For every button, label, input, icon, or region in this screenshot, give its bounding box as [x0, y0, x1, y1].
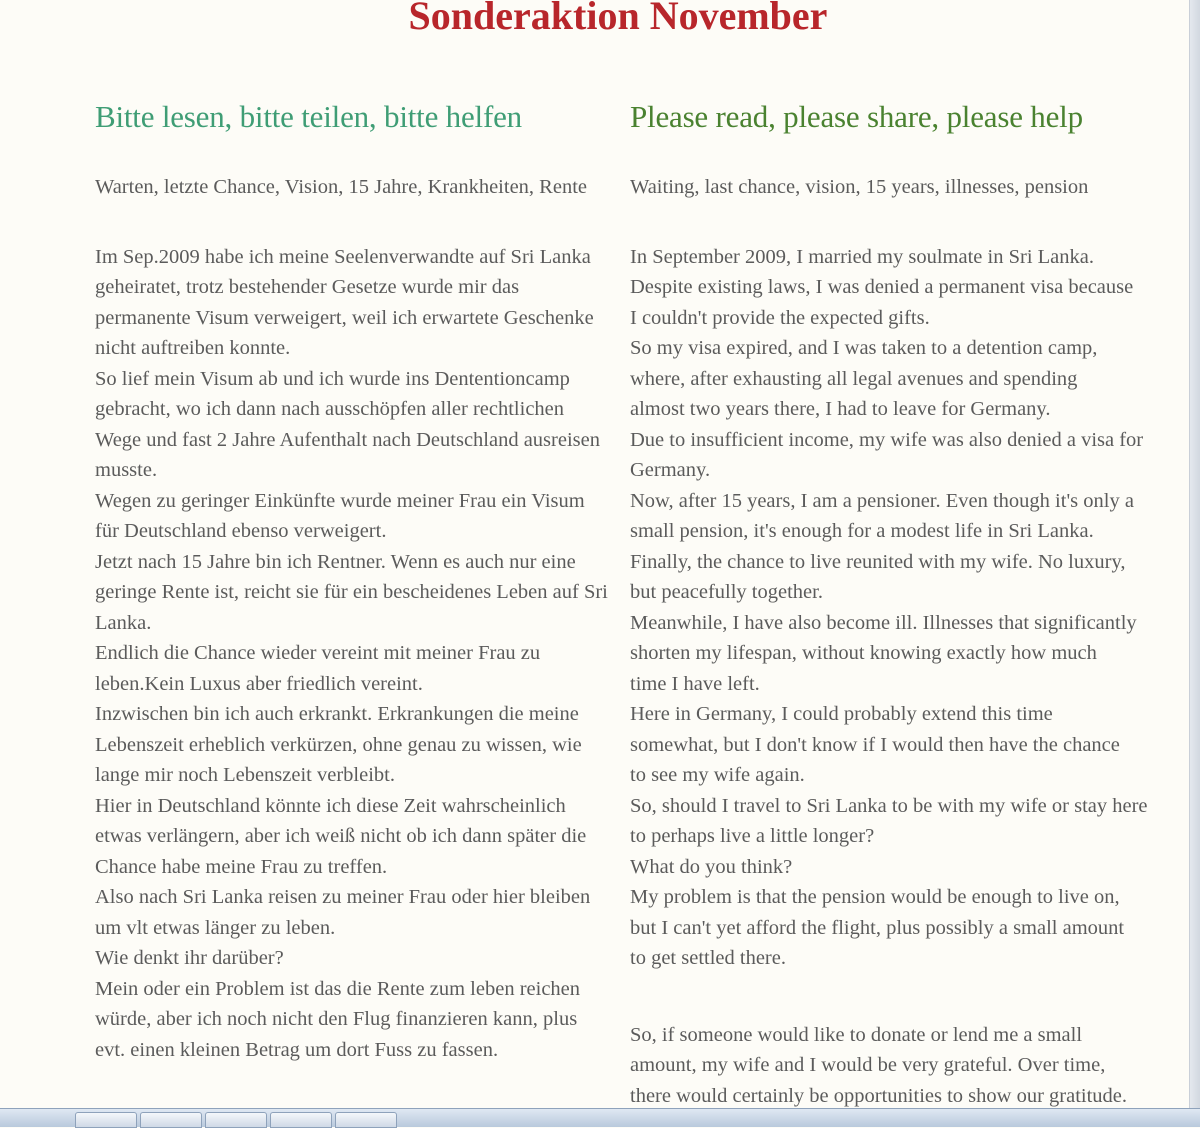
german-body-line: Lanka.	[95, 611, 152, 634]
english-body-line: Germany.	[630, 459, 711, 481]
german-body	[95, 242, 608, 1066]
german-body-line: nicht auftreiben konnte.	[95, 337, 291, 359]
english-body-line: I couldn't provide the expected gifts.	[630, 306, 930, 329]
german-body-line: Jetzt nach 15 Jahre bin ich Rentner. Wenn es auch nur eine	[95, 550, 576, 573]
german-body-line: um vlt etwas länger zu leben.	[95, 916, 336, 939]
german-body-line: So lief mein Visum ab und ich wurde ins Dententioncamp	[95, 367, 570, 390]
taskbar-button[interactable]	[205, 1112, 267, 1128]
german-body-line: lange mir noch Lebenszeit verbleibt.	[95, 764, 395, 786]
english-body-line: to perhaps live a little longer?	[630, 825, 875, 847]
german-tags: Warten, letzte Chance, Vision, 15 Jahre, Krankheiten, Rente	[95, 176, 587, 198]
german-body-line: Wie denkt ihr darüber?	[95, 947, 284, 969]
english-body-line: Despite existing laws, I was denied a permanent visa because	[630, 276, 1134, 298]
german-body-line: Lebenszeit erheblich verkürzen, ohne genau zu wissen, wie	[95, 733, 582, 756]
english-body-line: almost two years there, I had to leave for Germany.	[630, 398, 1051, 420]
english-body-line: So, should I travel to Sri Lanka to be with my wife or stay here	[630, 794, 1148, 817]
german-body-line: Wegen zu geringer Einkünfte wurde meiner Frau ein Visum	[95, 489, 585, 512]
english-closing-line: amount, my wife and I would be very grateful. Over time,	[630, 1054, 1106, 1076]
english-body-line: shorten my lifespan, without knowing exactly how much	[630, 642, 1097, 664]
taskbar-button[interactable]	[335, 1112, 397, 1128]
page-title: Sonderaktion November	[408, 0, 828, 38]
english-body-line: to get settled there.	[630, 947, 786, 969]
german-body-line: Hier in Deutschland könnte ich diese Zeit wahrscheinlich	[95, 794, 566, 817]
english-body-line: In September 2009, I married my soulmate in Sri Lanka.	[630, 245, 1094, 268]
english-body-line: Meanwhile, I have also become ill. Illnesses that significantly	[630, 611, 1137, 634]
taskbar-button[interactable]	[140, 1112, 202, 1128]
german-body-line: Mein oder ein Problem ist das die Rente zum leben reichen	[95, 977, 581, 1000]
english-body-line: Finally, the chance to live reunited with my wife. No luxury,	[630, 550, 1126, 573]
english-body-line: somewhat, but I don't know if I would then have the chance	[630, 733, 1120, 756]
german-body-line: Also nach Sri Lanka reisen zu meiner Frau oder hier bleiben	[95, 886, 591, 908]
taskbar	[0, 1108, 1200, 1127]
german-body-line: Inzwischen bin ich auch erkrankt. Erkrankungen die meine	[95, 703, 579, 725]
english-body-line: to see my wife again.	[630, 764, 805, 786]
german-body-line: Chance habe meine Frau zu treffen.	[95, 855, 388, 878]
english-body	[630, 242, 1150, 974]
english-body-line: My problem is that the pension would be enough to live on,	[630, 886, 1120, 908]
german-body-line: musste.	[95, 459, 158, 481]
german-body-line: leben.Kein Luxus aber friedlich vereint.	[95, 672, 423, 695]
german-column	[95, 96, 608, 1065]
english-body-line: small pension, it's enough for a modest life in Sri Lanka.	[630, 520, 1094, 542]
english-tags: Waiting, last chance, vision, 15 years, illnesses, pension	[630, 176, 1089, 198]
english-body-line: So my visa expired, and I was taken to a detention camp,	[630, 337, 1098, 359]
english-body-line: where, after exhausting all legal avenues and spending	[630, 367, 1078, 390]
english-body-line: time I have left.	[630, 672, 760, 695]
english-column	[630, 96, 1150, 1111]
taskbar-button[interactable]	[75, 1112, 137, 1128]
german-body-line: Im Sep.2009 habe ich meine Seelenverwandte auf Sri Lanka	[95, 245, 591, 268]
german-body-line: etwas verlängern, aber ich weiß nicht ob ich dann später die	[95, 825, 587, 847]
english-closing-line: So, if someone would like to donate or lend me a small	[630, 1023, 1083, 1046]
german-body-line: evt. einen kleinen Betrag um dort Fuss zu fassen.	[95, 1038, 499, 1061]
german-body-line: Wege und fast 2 Jahre Aufenthalt nach Deutschland ausreisen	[95, 428, 600, 451]
german-body-line: geringe Rente ist, reicht sie für ein bescheidenes Leben auf Sri	[95, 581, 608, 603]
german-body-line: für Deutschland ebenso verweigert.	[95, 520, 387, 542]
window-scrollbar-edge[interactable]	[1189, 0, 1200, 1110]
english-body-line: Now, after 15 years, I am a pensioner. Even though it's only a	[630, 489, 1134, 512]
german-body-line: permanente Visum verweigert, weil ich erwartete Geschenke	[95, 306, 594, 329]
english-body-line: Here in Germany, I could probably extend this time	[630, 703, 1053, 725]
english-heading: Please read, please share, please help	[630, 99, 1083, 134]
english-body-line: Due to insufficient income, my wife was also denied a visa for	[630, 428, 1144, 451]
german-body-line: Endlich die Chance wieder vereint mit meiner Frau zu	[95, 642, 541, 664]
german-heading: Bitte lesen, bitte teilen, bitte helfen	[95, 99, 522, 134]
english-closing-line: there would certainly be opportunities to show our gratitude.	[630, 1084, 1128, 1107]
english-body-line: but peacefully together.	[630, 581, 823, 603]
english-closing-paragraph	[630, 1020, 1150, 1112]
english-body-line: but I can't yet afford the flight, plus possibly a small amount	[630, 916, 1125, 939]
german-body-line: gebracht, wo ich dann nach ausschöpfen aller rechtlichen	[95, 398, 565, 420]
german-body-line: würde, aber ich noch nicht den Flug finanzieren kann, plus	[95, 1008, 578, 1030]
german-body-line: geheiratet, trotz bestehender Gesetze wurde mir das	[95, 276, 520, 298]
taskbar-button[interactable]	[270, 1112, 332, 1128]
english-body-line: What do you think?	[630, 855, 793, 878]
